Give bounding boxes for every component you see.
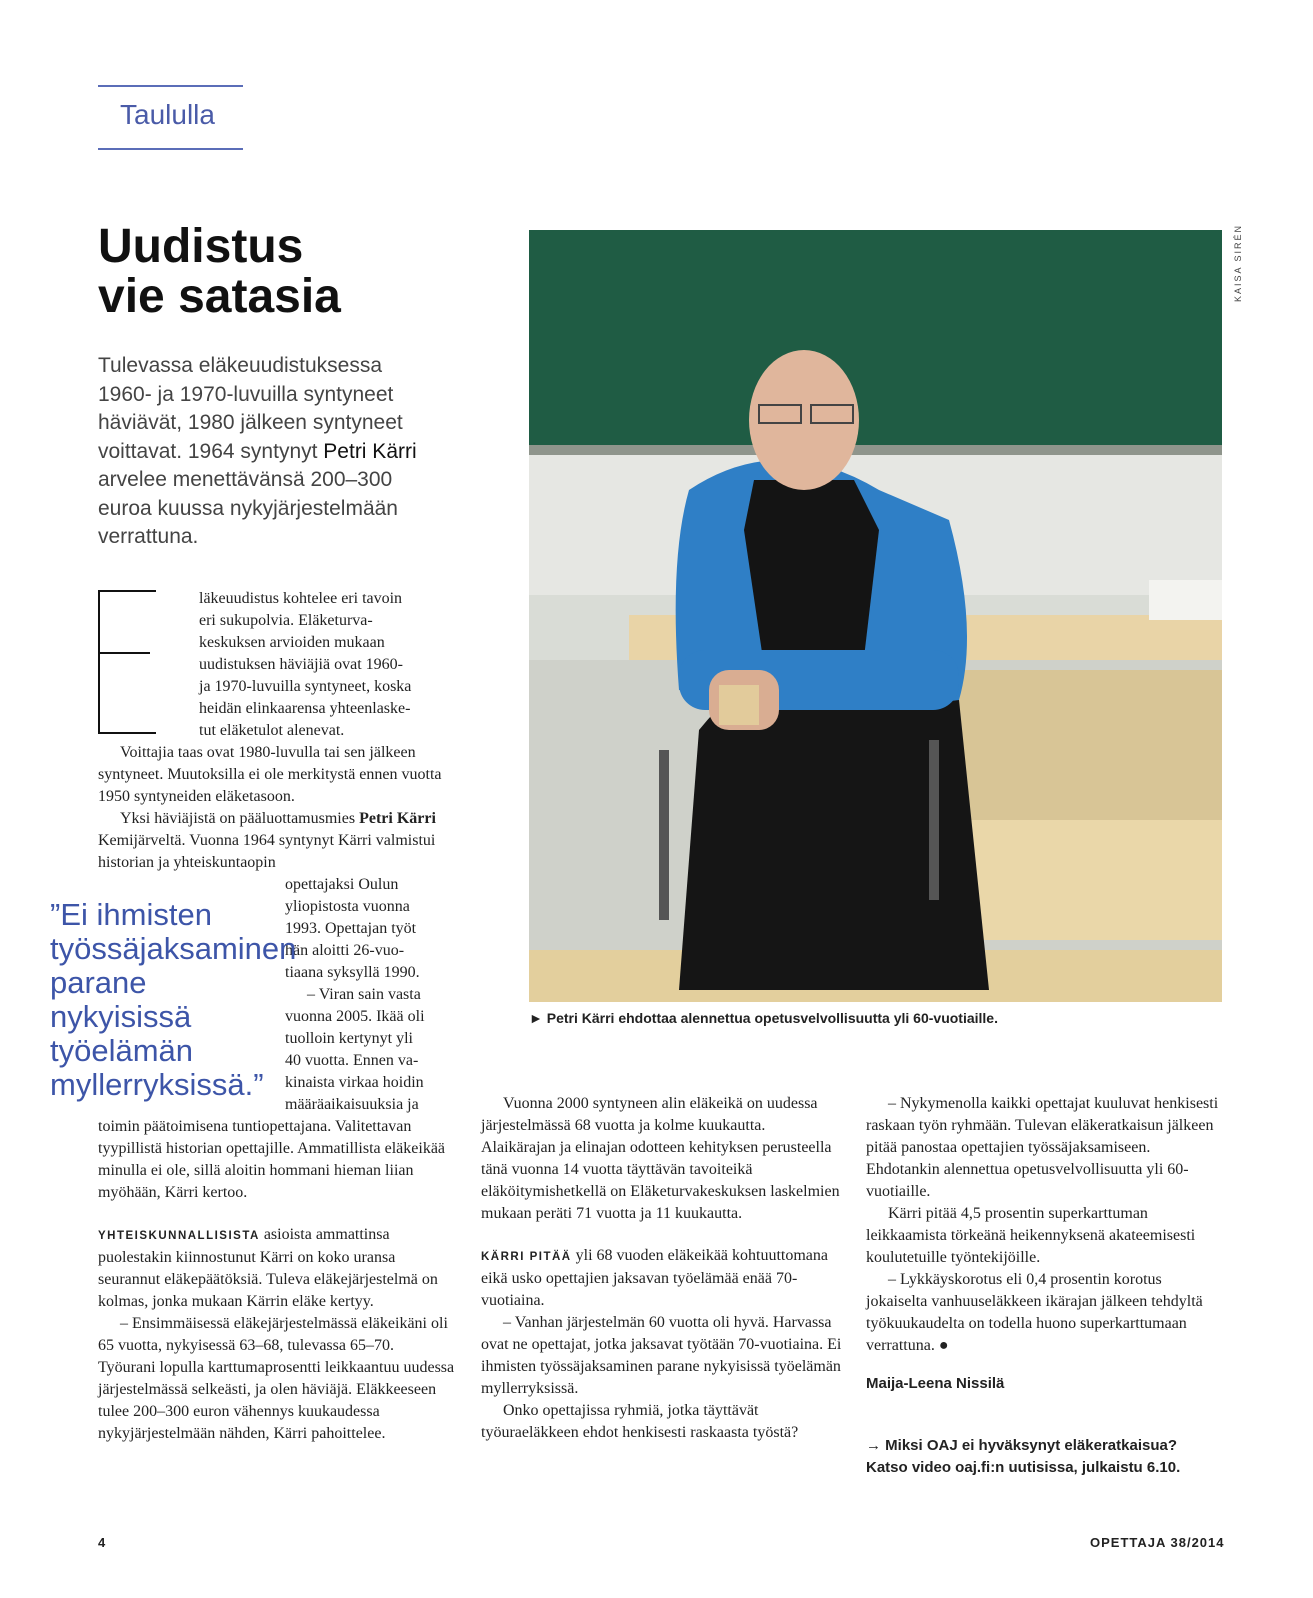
narrow-line: tiaana syksyllä 1990. bbox=[285, 964, 420, 981]
section-tag bbox=[98, 85, 243, 151]
dropcap-line: keskuksen arvioiden mukaan bbox=[199, 634, 385, 651]
promo-line-1: → Miksi OAJ ei hyväksynyt eläkeratkaisua? bbox=[866, 1437, 1177, 1454]
end-mark-icon: ● bbox=[938, 1337, 949, 1354]
col1-p3-text: Yksi häviäjistä on pääluottamusmies bbox=[120, 810, 360, 827]
lead-name: Petri Kärri bbox=[323, 439, 417, 463]
col3 bbox=[866, 1093, 1226, 1479]
col1-p5-lead: YHTEISKUNNALLISISTA bbox=[98, 1230, 260, 1242]
col2-paragraph-2 bbox=[481, 1245, 843, 1312]
caption-text: Petri Kärri ehdottaa alennettua opetusvelvollisuutta yli 60-vuotiaille. bbox=[546, 1010, 998, 1026]
narrow-line: vuonna 2005. Ikää oli bbox=[285, 1008, 425, 1025]
col1-narrow bbox=[285, 874, 455, 1116]
col2-paragraph-4: Onko opettajissa ryhmiä, jotka täyttävät työuraeläkkeen ehdot henkisesti raskaasta työstä? bbox=[481, 1402, 799, 1441]
lead-text-2: arvelee menettävänsä 200–300 euroa kuussa nykyjärjestelmään verrattuna. bbox=[98, 468, 398, 548]
col1-p5-text: asioista ammattinsa puolestakin kiinnostunut Kärri on koko uransa seurannut eläkepäätöksiä. Tuleva eläkejärjestelmä on kolmas, jonka mukaan Kärrin eläke kertyy. bbox=[98, 1226, 438, 1310]
col3-paragraph-2: Kärri pitää 4,5 prosentin superkarttuman leikkaamista törkeänä heikennyksenä akateemisesti koulutetuille työntekijöille. bbox=[866, 1205, 1196, 1266]
photo-caption bbox=[529, 1010, 1229, 1026]
col2-p2-lead: KÄRRI PITÄÄ bbox=[481, 1251, 572, 1263]
col1-paragraph-3 bbox=[98, 808, 450, 874]
photo-credit bbox=[1233, 223, 1247, 310]
headline bbox=[98, 222, 488, 322]
section-label: Taululla bbox=[120, 99, 215, 130]
caption-arrow-icon: ► bbox=[529, 1010, 547, 1026]
col1-p3-text-2: Kemijärveltä. Vuonna 1964 syntynyt Kärri valmistui historian ja yhteiskuntaopin bbox=[98, 832, 436, 871]
narrow-line: yliopistosta vuonna bbox=[285, 898, 410, 915]
col1-paragraph-4: toimin päätoimisena tuntiopettajana. Valitettavan tyypillistä historian opettajille. Ammatillista eläkeikää minulla ei ole, sillä aloitin hommani hieman liian myöhään, Kärri kertoo. bbox=[98, 1118, 446, 1201]
headline-line-1: Uudistus bbox=[98, 220, 304, 273]
col1-paragraph-6: – Ensimmäisessä eläkejärjestelmässä eläkeikäni oli 65 vuotta, nykyisessä 63–68, tulevassa 65–70. Työurani lopulla karttumaprosentti leikkaantuu uudessa järjestelmässä selkeästi, ja olen häviäjä. Eläkkeeseen tulee 200–300 euron vähennys kuukaudessa nykyjärjestelmään nähden, Kärri pahoittelee. bbox=[98, 1315, 455, 1442]
col3-p3-text: – Lykkäyskorotus eli 0,4 prosentin korotus jokaiselta vanhuuseläkkeen ikärajan jälkeen tehdyltä työkuukaudelta on todella huono superkarttumaan verrattuna. bbox=[866, 1271, 1203, 1354]
col1-paragraph-5 bbox=[98, 1224, 455, 1313]
dropcap-line: uudistuksen häviäjiä ovat 1960- bbox=[199, 656, 403, 673]
col1-p3-name: Petri Kärri bbox=[359, 810, 436, 827]
narrow-line: opettajaksi Oulun bbox=[285, 876, 399, 893]
promo-line-2: Katso video oaj.fi:n uutisissa, julkaistu 6.10. bbox=[866, 1459, 1181, 1476]
col1-dropcap-lines bbox=[199, 588, 461, 742]
page-number: 4 bbox=[98, 1535, 106, 1550]
narrow-line: – Viran sain vasta bbox=[307, 986, 421, 1003]
lead-text-1: Tulevassa eläkeuudistuksessa 1960- ja 1970-luvuilla syntyneet häviävät, 1980 jälkeen syntyneet voittavat. 1964 syntynyt bbox=[98, 354, 403, 463]
dropcap-line: heidän elinkaarensa yhteenlaske- bbox=[199, 700, 411, 717]
col1-lower bbox=[98, 1116, 455, 1445]
col2-p2-text: yli 68 vuoden eläkeikää kohtuuttomana eikä usko opettajien jaksavan työelämää enää 70-vuotiaina. bbox=[481, 1247, 828, 1309]
col2 bbox=[481, 1093, 843, 1444]
narrow-line: hän aloitti 26-vuo- bbox=[285, 942, 405, 959]
photo-credit-text: KAISA SIRÉN bbox=[1233, 223, 1243, 302]
photo-teacher-classroom bbox=[529, 230, 1222, 1002]
col2-paragraph-1: Vuonna 2000 syntyneen alin eläkeikä on uudessa järjestelmässä 68 vuotta ja kolme kuukautta. Alaikärajan ja elinajan odotteen kehityksen perusteella tänä vuonna 14 vuotta täyttävän tavoiteikä eläköitymishetkellä on Eläketurvakeskuksen laskelmien mukaan peräti 71 vuotta ja 11 kuukautta. bbox=[481, 1095, 840, 1222]
col2-paragraph-3: – Vanhan järjestelmän 60 vuotta oli hyvä. Harvassa ovat ne opettajat, jotka jaksavat työtään 70-vuotiaina. Ei ihmisten työssäjaksaminen parane nykyisissä työelämän myllerryksissä. bbox=[481, 1314, 842, 1397]
narrow-line: kinaista virkaa hoidin bbox=[285, 1074, 424, 1091]
col1-paragraph-2: Voittajia taas ovat 1980-luvulla tai sen jälkeen syntyneet. Muutoksilla ei ole merkitystä ennen vuotta 1950 syntyneiden eläketasoon. bbox=[98, 744, 442, 805]
video-promo[interactable] bbox=[866, 1435, 1226, 1479]
narrow-line: määräaikaisuuksia ja bbox=[285, 1096, 419, 1113]
author: Maija-Leena Nissilä bbox=[866, 1375, 1005, 1392]
dropcap-line: eri sukupolvia. Eläketurva- bbox=[199, 612, 373, 629]
dropcap-line: tut eläketulot alenevat. bbox=[199, 722, 345, 739]
col1-middle bbox=[98, 742, 450, 874]
narrow-line: 40 vuotta. Ennen va- bbox=[285, 1052, 419, 1069]
headline-line-2: vie satasia bbox=[98, 270, 341, 323]
dropcap-line: läkeuudistus kohtelee eri tavoin bbox=[199, 590, 403, 607]
dropcap-line: ja 1970-luvuilla syntyneet, koska bbox=[199, 678, 412, 695]
pull-quote: ”Ei ihmisten työssäjaksaminen parane nykyisissä työelämän myllerryksissä.” bbox=[50, 897, 297, 1102]
narrow-line: 1993. Opettajan työt bbox=[285, 920, 417, 937]
magazine-issue: OPETTAJA 38/2014 bbox=[1090, 1535, 1225, 1550]
col3-paragraph-1: – Nykymenolla kaikki opettajat kuuluvat henkisesti raskaan työn ryhmään. Tulevan eläkeratkaisun jälkeen pitää panostaa opettajien työssäjaksamiseen. Ehdotankin alennettua opetusvelvollisuutta yli 60-vuotiaille. bbox=[866, 1095, 1219, 1200]
col3-paragraph-3 bbox=[866, 1269, 1226, 1357]
narrow-line: tuolloin kertynyt yli bbox=[285, 1030, 413, 1047]
lead-paragraph bbox=[98, 352, 428, 552]
dropcap-e-icon bbox=[98, 590, 156, 734]
